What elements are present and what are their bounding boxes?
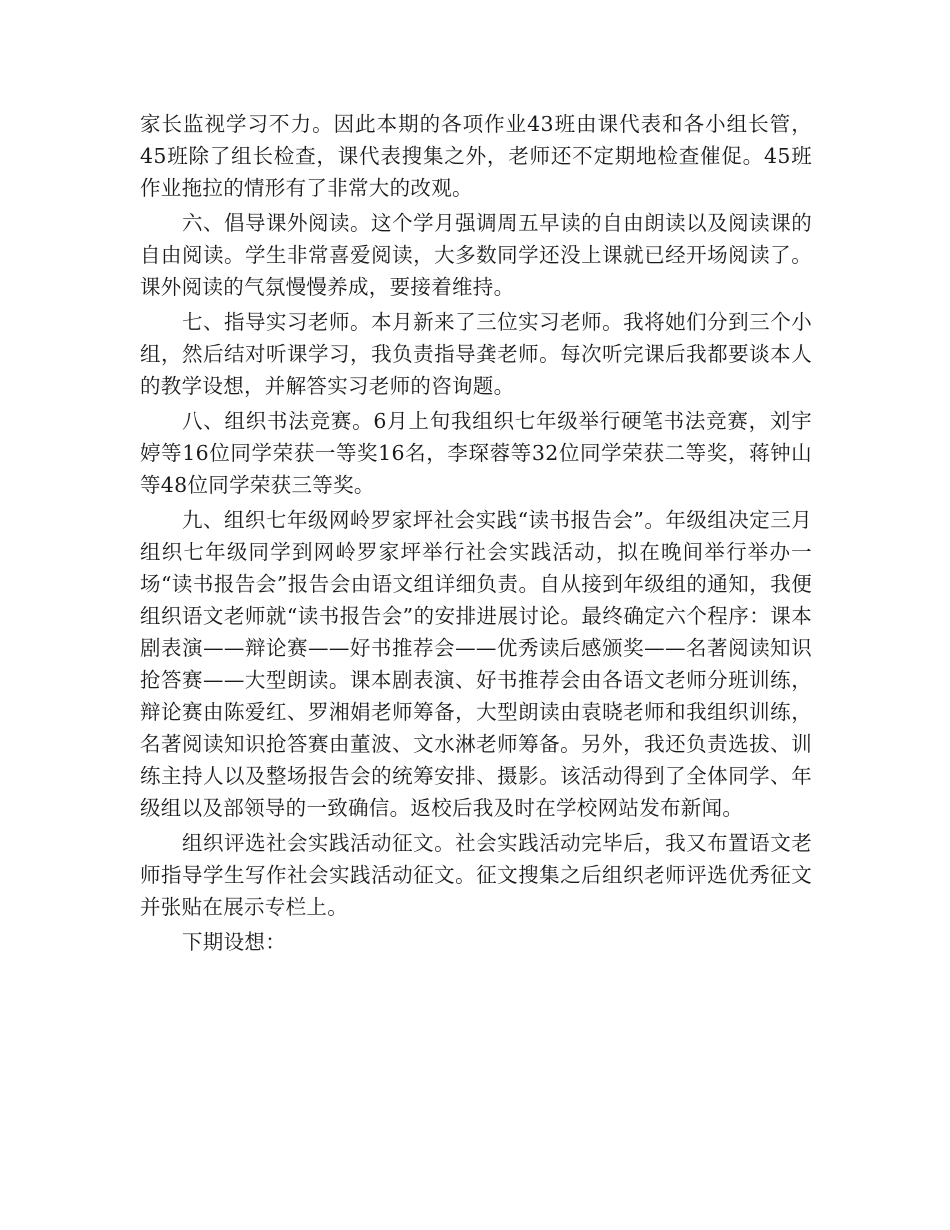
paragraph-reading-report-event: 九、组织七年级网岭罗家坪社会实践“读书报告会”。年级组决定三月组织七年级同学到网岭罗家坪举行社会实践活动，拟在晚间举行举办一场“读书报告会”报告会由语文组详细负责。自从接到年级组的通知，我便组织语文老师就“读书报告会”的安排进展讨论。最终确定六个程序：课本剧表演——辩论赛——好书推荐会——优秀读后感颁奖——名著阅读知识抢答赛——大型朗读。课本剧表演、好书推荐会由各语文老师分班训练，辩论赛由陈爱红、罗湘娟老师筹备，大型朗读由袁晓老师和我组织训练，名著阅读知识抢答赛由董波、文水淋老师筹备。另外，我还负责选拔、训练主持人以及整场报告会的统筹安排、摄影。该活动得到了全体同学、年级组以及部领导的一致确信。返校后我及时在学校网站发布新闻。 xyxy=(140,508,812,820)
document-body xyxy=(140,108,812,961)
paragraph-homework-supervision: 家长监视学习不力。因此本期的各项作业43班由课代表和各小组长管，45班除了组长检查，课代表搜集之外，老师还不定期地检查催促。45班作业拖拉的情形有了非常大的改观。 xyxy=(140,112,812,200)
paragraph-next-term-plan: 下期设想： xyxy=(182,930,286,954)
paragraph-essay-selection: 组织评选社会实践活动征文。社会实践活动完毕后，我又布置语文老师指导学生写作社会实践活动征文。征文搜集之后组织老师评选优秀征文并张贴在展示专栏上。 xyxy=(140,831,812,919)
paragraph-extracurricular-reading: 六、倡导课外阅读。这个学月强调周五早读的自由朗读以及阅读课的自由阅读。学生非常喜爱阅读，大多数同学还没上课就已经开场阅读了。课外阅读的气氛慢慢养成，要接着维持。 xyxy=(140,211,812,299)
paragraph-calligraphy-contest: 八、组织书法竞赛。6月上旬我组织七年级举行硬笔书法竞赛，刘宇婷等16位同学荣获一等奖16名，李琛蓉等32位同学荣获二等奖，蒋钟山等48位同学荣获三等奖。 xyxy=(140,409,812,497)
paragraph-intern-teachers: 七、指导实习老师。本月新来了三位实习老师。我将她们分到三个小组，然后结对听课学习，我负责指导龚老师。每次听完课后我都要谈本人的教学设想，并解答实习老师的咨询题。 xyxy=(140,310,812,398)
